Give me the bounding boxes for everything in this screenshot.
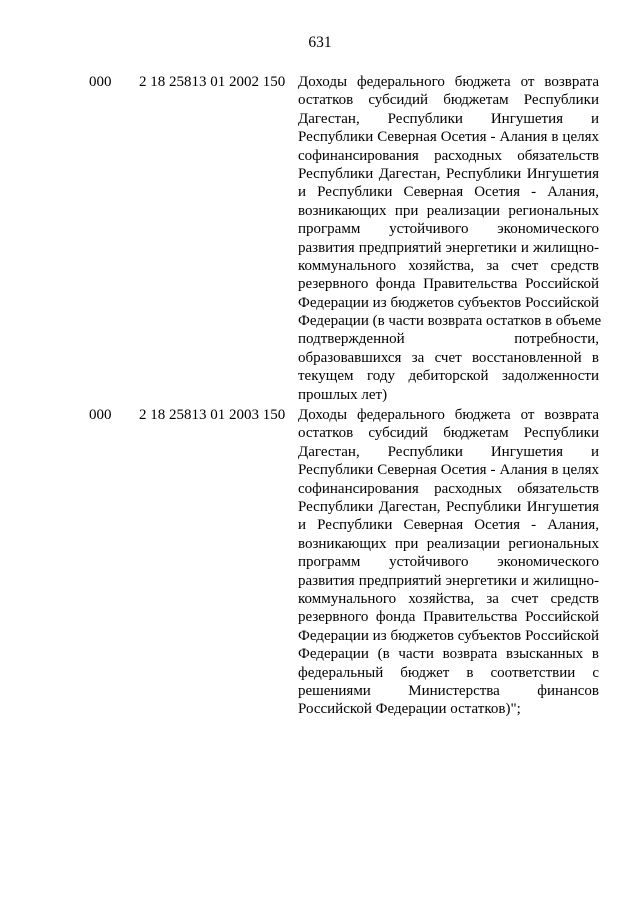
description-line: развития предприятий энергетики и жилищно-: [298, 572, 599, 589]
description-line: Федерации (в части возврата остатков в объеме: [298, 313, 602, 330]
administrator-code: 000: [89, 407, 112, 424]
description-line: текущем году дебиторской задолженности: [298, 368, 599, 385]
description-line: остатков субсидий бюджетам Республики: [298, 425, 599, 442]
administrator-code: 000: [89, 74, 112, 90]
description-line: Республики Северная Осетия - Алания в целях: [298, 462, 599, 479]
description-line: коммунального хозяйства, за счет средств: [298, 257, 599, 274]
description-line: резервного фонда Правительства Российской: [298, 609, 599, 626]
budget-classification-code: 2 18 25813 01 2002 150: [139, 74, 286, 90]
description-line: Республики Северная Осетия - Алания в целях: [298, 129, 599, 146]
description-line: программ устойчивого экономического: [298, 554, 599, 571]
description-line: программ устойчивого экономического: [298, 221, 599, 238]
description-line: прошлых лет): [298, 386, 388, 403]
description-line: коммунального хозяйства, за счет средств: [298, 590, 599, 607]
description-line: федеральный бюджет в соответствии с: [298, 664, 599, 681]
page-number: 631: [308, 34, 332, 51]
description-line: Федерации из бюджетов субъектов Российской: [298, 294, 599, 311]
description-line: развития предприятий энергетики и жилищно-: [298, 239, 599, 256]
description-line: возникающих при реализации региональных: [298, 535, 599, 552]
description-line: Доходы федерального бюджета от возврата: [298, 407, 599, 424]
description-line: софинансирования расходных обязательств: [298, 147, 599, 164]
description-line: остатков субсидий бюджетам Республики: [298, 92, 599, 109]
description-line: и Республики Северная Осетия - Алания,: [298, 184, 599, 201]
description-line: Дагестан, Республики Ингушетия и: [298, 110, 599, 127]
budget-classification-code: 2 18 25813 01 2003 150: [139, 407, 286, 424]
description-line: резервного фонда Правительства Российской: [298, 276, 599, 293]
description-line: решениями Министерства финансов: [298, 682, 599, 699]
description-line: Доходы федерального бюджета от возврата: [298, 74, 599, 90]
description-line: Федерации из бюджетов субъектов Российской: [298, 627, 599, 644]
income-description: [298, 73, 602, 404]
description-line: Российской Федерации остатков)";: [298, 701, 521, 718]
description-line: Республики Дагестан, Республики Ингушетия: [298, 498, 599, 515]
description-line: Дагестан, Республики Ингушетия и: [298, 443, 599, 460]
description-line: софинансирования расходных обязательств: [298, 480, 599, 497]
table-row: [0, 73, 640, 404]
income-description: [298, 406, 599, 719]
table-row: [0, 406, 640, 719]
description-line: Федерации (в части возврата взысканных в: [298, 646, 599, 663]
description-line: подтвержденной потребности,: [298, 331, 599, 348]
classification-table: [0, 73, 640, 719]
description-line: возникающих при реализации региональных: [298, 202, 599, 219]
description-line: и Республики Северная Осетия - Алания,: [298, 517, 599, 534]
description-line: образовавшихся за счет восстановленной в: [298, 349, 599, 366]
description-line: Республики Дагестан, Республики Ингушетия: [298, 165, 599, 182]
